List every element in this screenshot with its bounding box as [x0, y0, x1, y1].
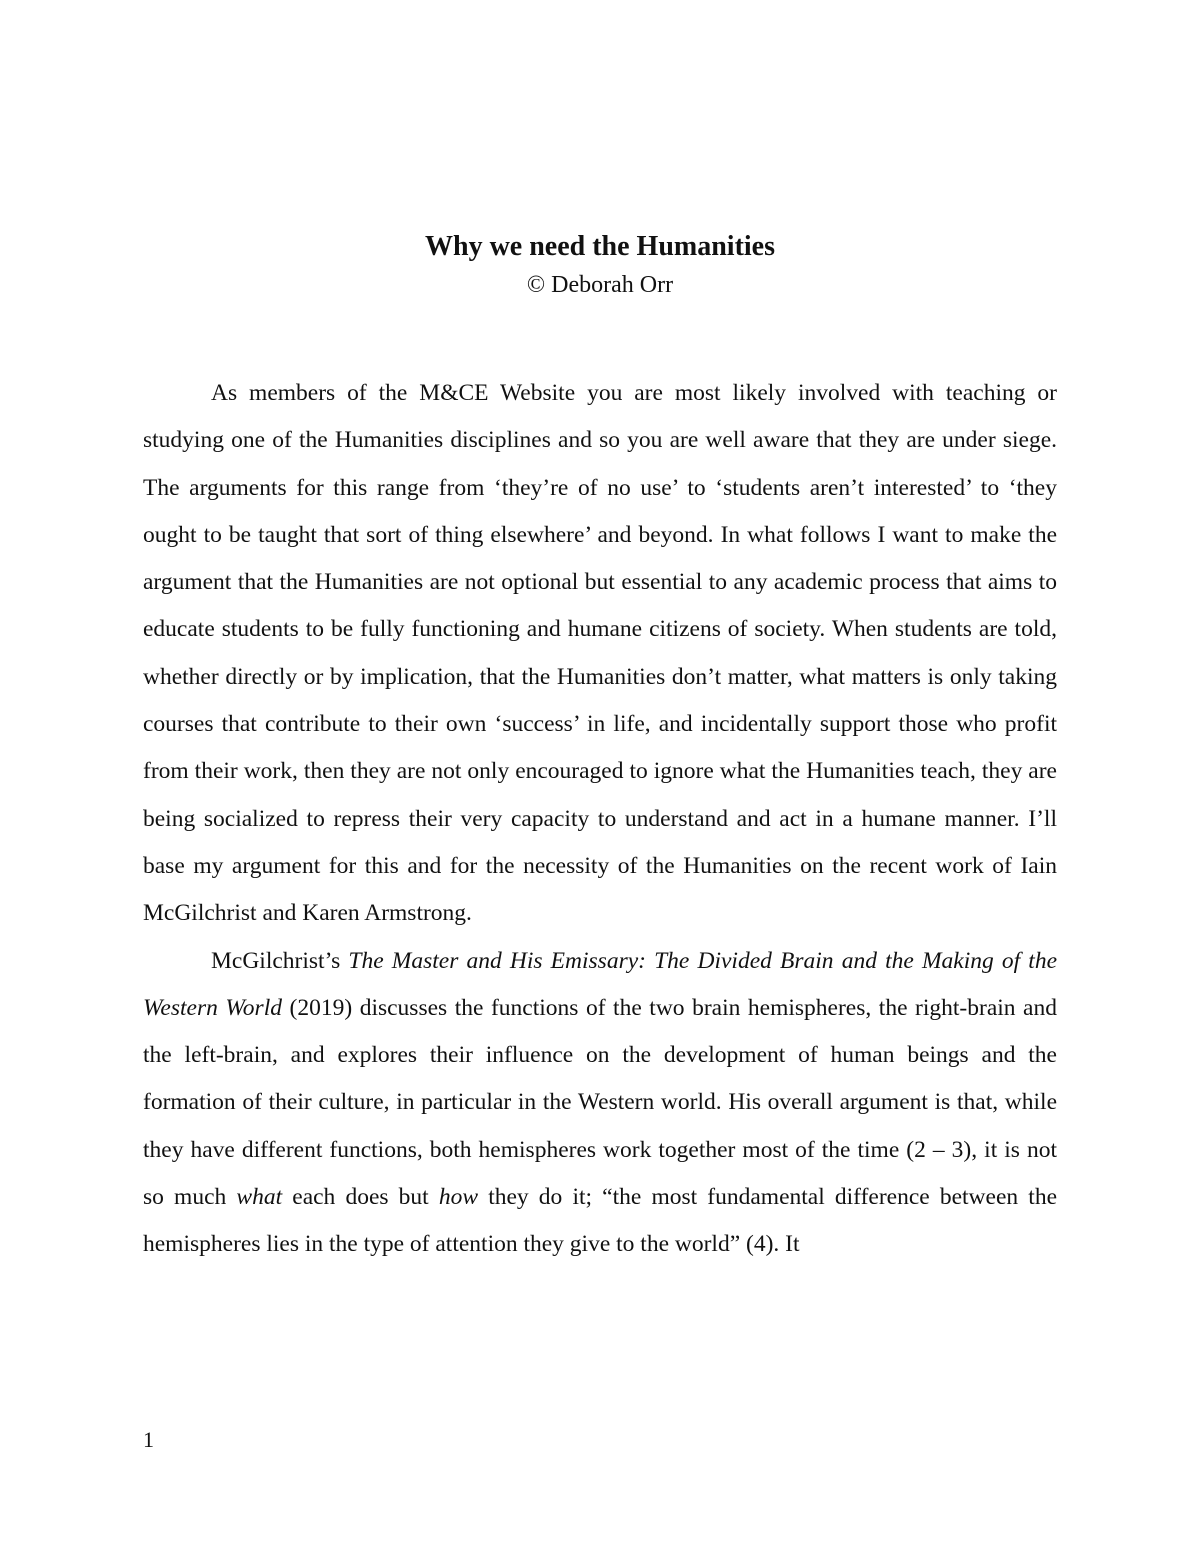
author-line: © Deborah Orr	[526, 272, 674, 298]
document-title: Why we need the Humanities	[425, 231, 775, 262]
paragraph-text: each does but	[282, 1184, 439, 1211]
page-number: 1	[143, 1427, 154, 1452]
book-title: The Master and His Emissary: The Divided Brain and the Making of the Western World	[143, 947, 1057, 1021]
emphasis-text: what	[236, 1184, 283, 1211]
body-paragraph	[143, 938, 1057, 1269]
document-body	[143, 370, 1057, 1269]
emphasis-text: how	[438, 1184, 479, 1211]
paragraph-text: they do it; “the most fundamental difference between the hemispheres lies in the type of attention they give to the world” (4). It	[143, 1184, 1057, 1258]
body-paragraph	[143, 370, 1057, 938]
paragraph-text: As members of the M&CE Website you are most likely involved with teaching or studying one of the Humanities disciplines and so you are well aware that they are under siege. The arguments for this range from ‘they’re of no use’ to ‘students aren’t interested’ to ‘they ought to be taught that sort of thing elsewhere’ and beyond. In what follows I want to make the argument that the Humanities are not optional but essential to any academic process that aims to educate students to be fully functioning and humane citizens of society. When students are told, whether directly or by implication, that the Humanities don’t matter, what matters is only taking courses that contribute to their own ‘success’ in life, and incidentally support those who profit from their work, then they are not only encouraged to ignore what the Humanities teach, they are being socialized to repress their very capacity to understand and act in a humane manner. I’ll base my argument for this and for the necessity of the Humanities on the recent work of Iain McGilchrist and Karen Armstrong.	[143, 380, 1057, 927]
paragraph-text: (2019) discusses the functions of the two brain hemispheres, the right-brain and the left-brain, and explores their influence on the development of human beings and the formation of their culture, in particular in the Western world. His overall argument is that, while they have different functions, both hemispheres work together most of the time (2 – 3), it is not so much	[143, 994, 1057, 1211]
paragraph-text: McGilchrist’s	[211, 947, 349, 974]
